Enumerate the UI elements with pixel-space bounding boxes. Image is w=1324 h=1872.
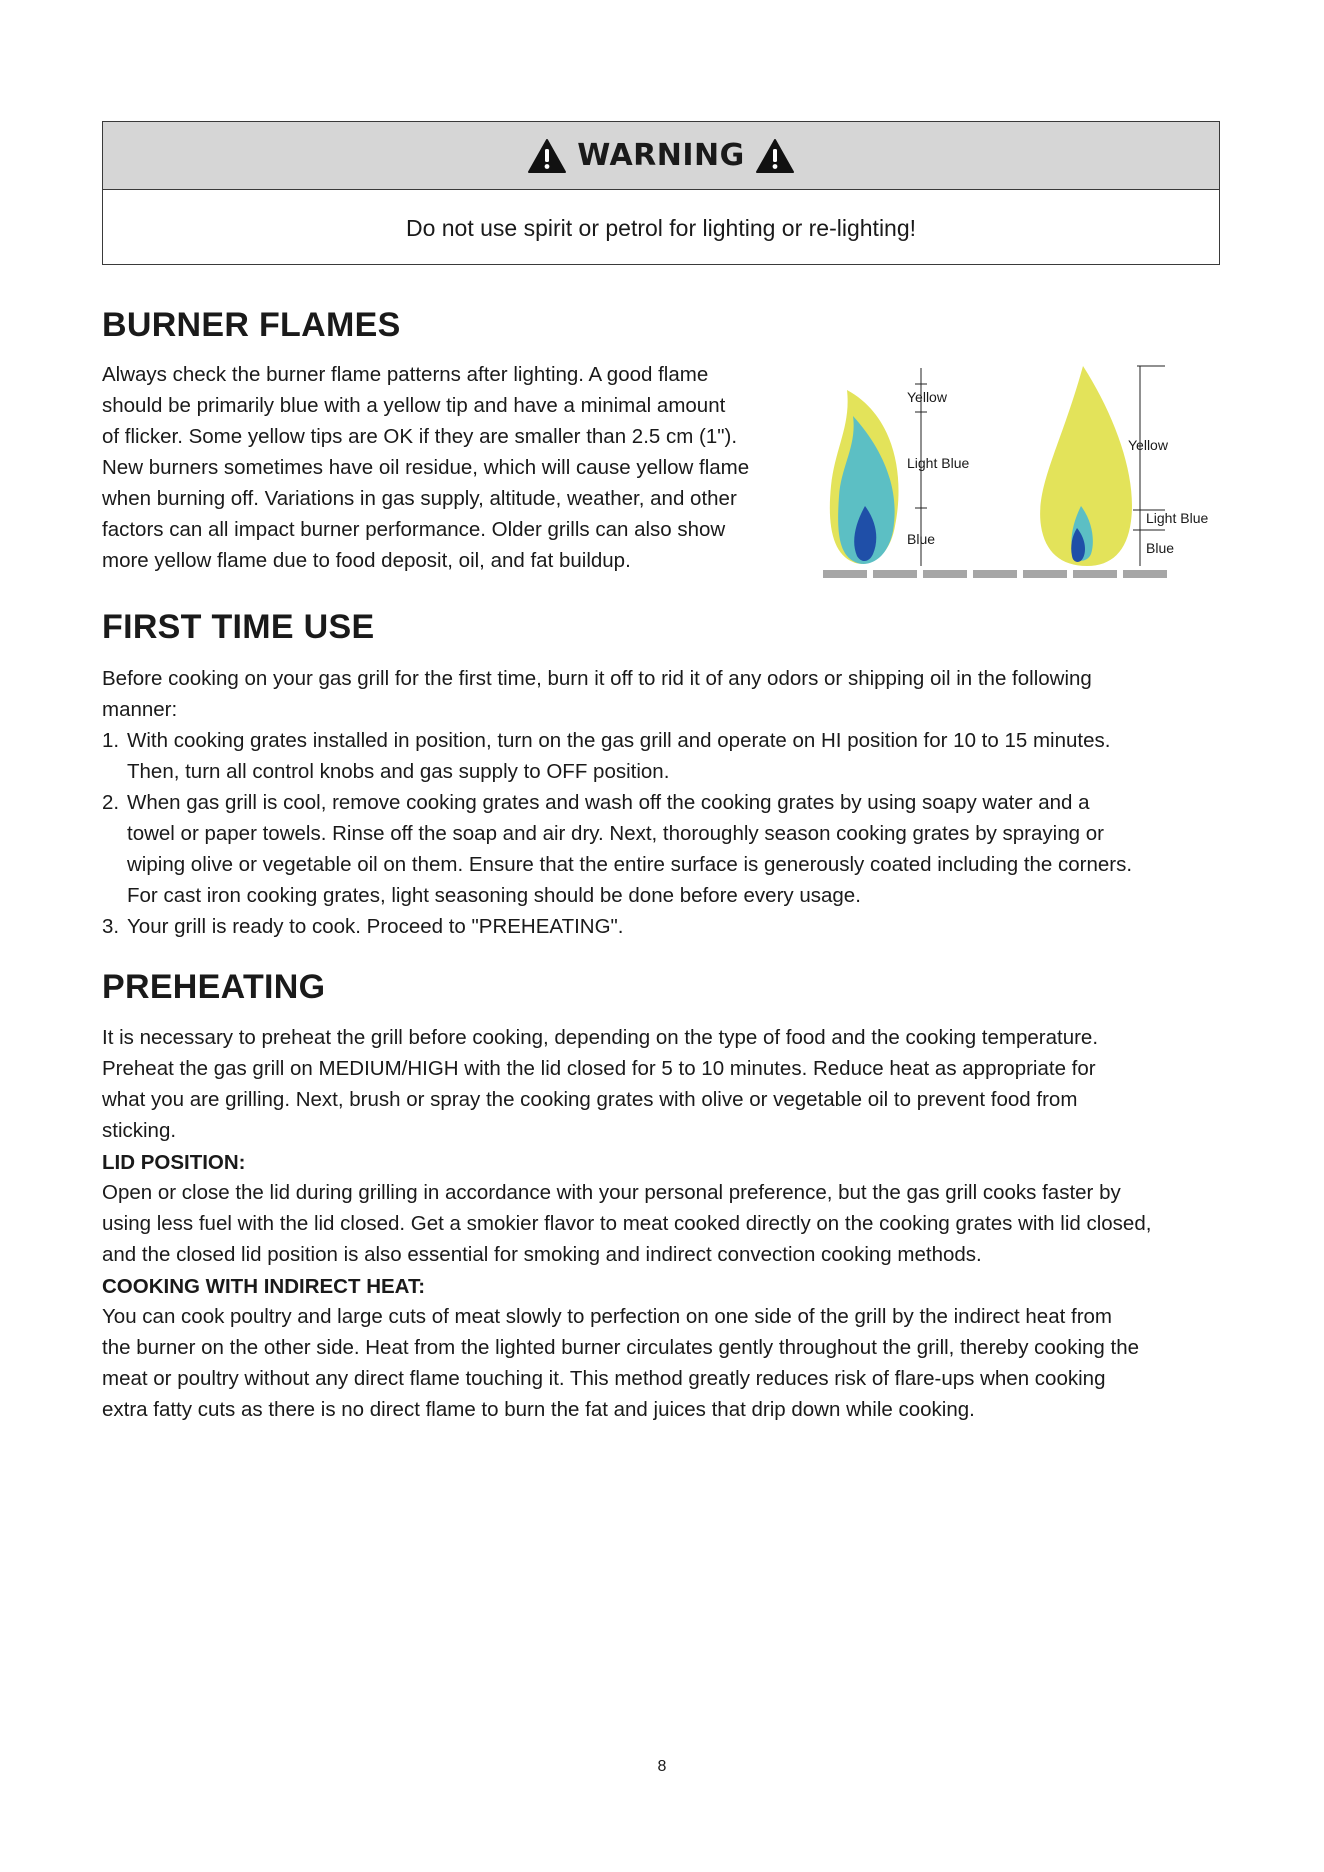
page-number: 8 bbox=[657, 1758, 667, 1775]
text-line: Open or close the lid during grilling in accordance with your personal preference, but the gas grill cooks faster by bbox=[102, 1181, 1121, 1204]
step-number: 3. bbox=[102, 915, 120, 938]
list-item bbox=[102, 787, 1227, 911]
text-line: more yellow flame due to food deposit, oil, and fat buildup. bbox=[102, 549, 631, 572]
first-time-use-steps bbox=[102, 725, 1227, 942]
preheating-heading: PREHEATING bbox=[102, 968, 326, 1006]
text-line: extra fatty cuts as there is no direct flame to burn the fat and juices that drip down while cooking. bbox=[102, 1398, 975, 1421]
flame-label-yellow: Yellow bbox=[907, 389, 947, 405]
text-line: using less fuel with the lid closed. Get a smokier flavor to meat cooked directly on the cooking grates with lid closed, bbox=[102, 1212, 1152, 1235]
text-line: Your grill is ready to cook. Proceed to "PREHEATING". bbox=[127, 915, 624, 938]
text-line: Preheat the gas grill on MEDIUM/HIGH with the lid closed for 5 to 10 minutes. Reduce heat as appropriate for bbox=[102, 1057, 1096, 1080]
text-line: should be primarily blue with a yellow tip and have a minimal amount bbox=[102, 394, 726, 417]
text-line: when burning off. Variations in gas supply, altitude, weather, and other bbox=[102, 487, 737, 510]
step-number: 2. bbox=[102, 791, 120, 814]
warning-header bbox=[103, 122, 1219, 190]
lid-position-title: LID POSITION: bbox=[102, 1151, 246, 1174]
text-line: what you are grilling. Next, brush or spray the cooking grates with olive or vegetable oil to prevent food from bbox=[102, 1088, 1078, 1111]
text-line: For cast iron cooking grates, light seasoning should be done before every usage. bbox=[127, 884, 861, 907]
first-time-use-heading: FIRST TIME USE bbox=[102, 608, 375, 646]
first-time-use-intro bbox=[102, 663, 1092, 725]
text-line: You can cook poultry and large cuts of meat slowly to perfection on one side of the grill by the indirect heat from bbox=[102, 1305, 1113, 1328]
flame-label-blue: Blue bbox=[1146, 540, 1175, 556]
step-number: 1. bbox=[102, 729, 120, 752]
text-line: towel or paper towels. Rinse off the soap and air dry. Next, thoroughly season cooking grates by spraying or bbox=[127, 822, 1104, 845]
burner-grate bbox=[823, 570, 1167, 578]
text-line: sticking. bbox=[102, 1119, 177, 1142]
list-item bbox=[102, 911, 1227, 942]
flame-label-yellow: Yellow bbox=[1128, 437, 1168, 453]
burner-flames-heading: BURNER FLAMES bbox=[102, 306, 401, 344]
burner-flame-diagram bbox=[815, 356, 1235, 582]
text-line: New burners sometimes have oil residue, which will cause yellow flame bbox=[102, 456, 750, 479]
text-line: Then, turn all control knobs and gas supply to OFF position. bbox=[127, 760, 670, 783]
warning-box bbox=[102, 121, 1220, 265]
text-line: manner: bbox=[102, 698, 178, 721]
warning-title: WARNING bbox=[577, 138, 745, 173]
text-line: When gas grill is cool, remove cooking grates and wash off the cooking grates by using soapy water and a bbox=[127, 791, 1090, 814]
flame-label-light-blue: Light Blue bbox=[1146, 510, 1209, 526]
indirect-heat-paragraph bbox=[102, 1301, 1139, 1425]
yellow-flame-illustration bbox=[1040, 366, 1208, 566]
lid-position-paragraph bbox=[102, 1177, 1151, 1270]
text-line: of flicker. Some yellow tips are OK if they are smaller than 2.5 cm (1"). bbox=[102, 425, 738, 448]
text-line: With cooking grates installed in position, turn on the gas grill and operate on HI position for 10 to 15 minutes. bbox=[127, 729, 1111, 752]
text-line: It is necessary to preheat the grill before cooking, depending on the type of food and the cooking temperature. bbox=[102, 1026, 1099, 1049]
text-line: meat or poultry without any direct flame touching it. This method greatly reduces risk of flare-ups when cooking bbox=[102, 1367, 1106, 1390]
text-line: Always check the burner flame patterns after lighting. A good flame bbox=[102, 363, 709, 386]
burner-flames-paragraph bbox=[102, 359, 749, 576]
list-item bbox=[102, 725, 1227, 787]
text-line: factors can all impact burner performance. Older grills can also show bbox=[102, 518, 726, 541]
text-line: Before cooking on your gas grill for the first time, burn it off to rid it of any odors or shipping oil in the following bbox=[102, 667, 1092, 690]
text-line: wiping olive or vegetable oil on them. Ensure that the entire surface is generously coated including the corners. bbox=[127, 853, 1133, 876]
indirect-heat-title: COOKING WITH INDIRECT HEAT: bbox=[102, 1275, 426, 1298]
warning-message: Do not use spirit or petrol for lighting or re-lighting! bbox=[405, 214, 917, 241]
flame-label-light-blue: Light Blue bbox=[907, 455, 970, 471]
warning-triangle-icon bbox=[755, 138, 795, 174]
flame-label-blue: Blue bbox=[907, 531, 936, 547]
warning-triangle-icon bbox=[527, 138, 567, 174]
preheating-paragraph bbox=[102, 1022, 1098, 1146]
good-flame-illustration bbox=[830, 368, 970, 566]
text-line: and the closed lid position is also essential for smoking and indirect convection cooking methods. bbox=[102, 1243, 982, 1266]
text-line: the burner on the other side. Heat from the lighted burner circulates gently throughout the grill, thereby cooking the bbox=[102, 1336, 1140, 1359]
